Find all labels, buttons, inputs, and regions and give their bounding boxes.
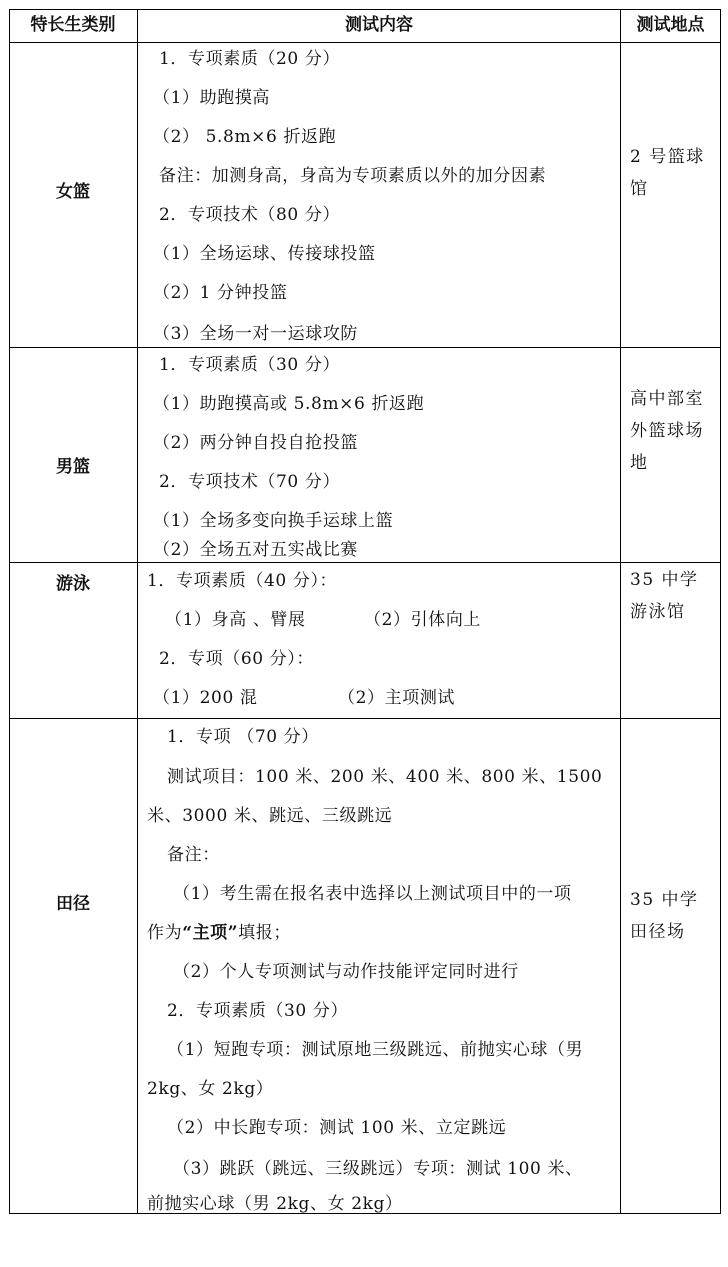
location-line: 游泳馆 [630, 602, 686, 622]
content-line: 2．专项素质（30 分） [167, 1001, 349, 1021]
row-divider [9, 42, 721, 43]
content-line: 2．专项（60 分）： [159, 649, 314, 669]
header-content: 测试内容 [345, 15, 413, 35]
content-line: （3）全场一对一运球攻防 [153, 324, 359, 344]
location-line: 2 号篮球 [630, 147, 705, 167]
content-line: 2．专项技术（70 分） [159, 472, 341, 492]
requirements-table [9, 9, 721, 1214]
location-line: 高中部室 [630, 389, 704, 409]
content-line: （2）主项测试 [338, 688, 456, 708]
content-line: （3）跳跃（跳远、三级跳远）专项：测试 100 米、 [173, 1159, 583, 1179]
table-border-right [720, 9, 721, 1214]
content-line: 米、3000 米、跳远、三级跳远 [147, 806, 393, 826]
location-line: 地 [630, 453, 649, 473]
content-line: 备注： [167, 845, 220, 865]
category-mens-basketball: 男篮 [56, 457, 90, 477]
row-divider [9, 718, 721, 719]
category-swimming: 游泳 [56, 574, 90, 594]
location-line: 馆 [630, 179, 649, 199]
location-line: 外篮球场 [630, 421, 704, 441]
content-text: 作为 [147, 923, 183, 943]
header-location: 测试地点 [636, 15, 705, 35]
category-track-and-field: 田径 [56, 894, 90, 914]
location-line: 35 中学 [630, 570, 699, 590]
content-line: 备注：加测身高，身高为专项素质以外的加分因素 [159, 166, 547, 186]
content-text: 填报； [238, 923, 291, 943]
content-line: 前抛实心球（男 2kg、女 2kg） [147, 1194, 403, 1214]
content-line: 测试项目：100 米、200 米、400 米、800 米、1500 [167, 767, 603, 787]
content-line-with-emphasis [147, 918, 291, 943]
content-line: 1．专项素质（40 分）： [147, 571, 338, 591]
row-divider [9, 562, 721, 563]
content-line: （1）全场运球、传接球投篮 [153, 244, 376, 264]
location-womens-basketball [630, 141, 705, 205]
location-line: 35 中学 [630, 890, 699, 910]
content-line: （1）助跑摸高或 5.8m×6 折返跑 [153, 394, 425, 414]
column-divider [137, 9, 138, 1214]
location-swimming [630, 564, 699, 628]
content-line: （1）短跑专项：测试原地三级跳远、前抛实心球（男 [167, 1040, 584, 1060]
location-mens-basketball [630, 383, 704, 479]
content-line: （2）中长跑专项：测试 100 米、立定跳远 [167, 1118, 507, 1138]
content-line: （1）助跑摸高 [153, 88, 271, 108]
content-line: 1．专项素质（20 分） [159, 49, 341, 69]
content-line: 2kg、女 2kg） [147, 1079, 274, 1099]
content-line: （2）个人专项测试与动作技能评定同时进行 [173, 962, 519, 982]
content-line: （1）全场多变向换手运球上篮 [153, 511, 394, 531]
category-womens-basketball: 女篮 [56, 182, 90, 202]
content-line: （2） 5.8m×6 折返跑 [153, 127, 337, 147]
header-category: 特长生类别 [30, 15, 116, 35]
location-line: 田径场 [630, 922, 686, 942]
content-line: （1）考生需在报名表中选择以上测试项目中的一项 [173, 884, 572, 904]
emphasis-main-event: “主项” [182, 923, 239, 943]
row-divider [9, 347, 721, 348]
content-line: （2）两分钟自投自抢投篮 [153, 433, 359, 453]
content-line: （2）1 分钟投篮 [153, 283, 288, 303]
content-line: （2）全场五对五实战比赛 [153, 540, 359, 560]
column-divider [620, 9, 621, 1214]
content-line: 1．专项 （70 分） [167, 727, 319, 747]
content-line: （1）身高 、臂展 [165, 610, 306, 630]
content-line: （1）200 混 [153, 688, 258, 708]
content-line: 1．专项素质（30 分） [159, 355, 341, 375]
location-track-and-field [630, 884, 699, 948]
content-line: （2）引体向上 [364, 610, 482, 630]
content-line: 2．专项技术（80 分） [159, 205, 341, 225]
